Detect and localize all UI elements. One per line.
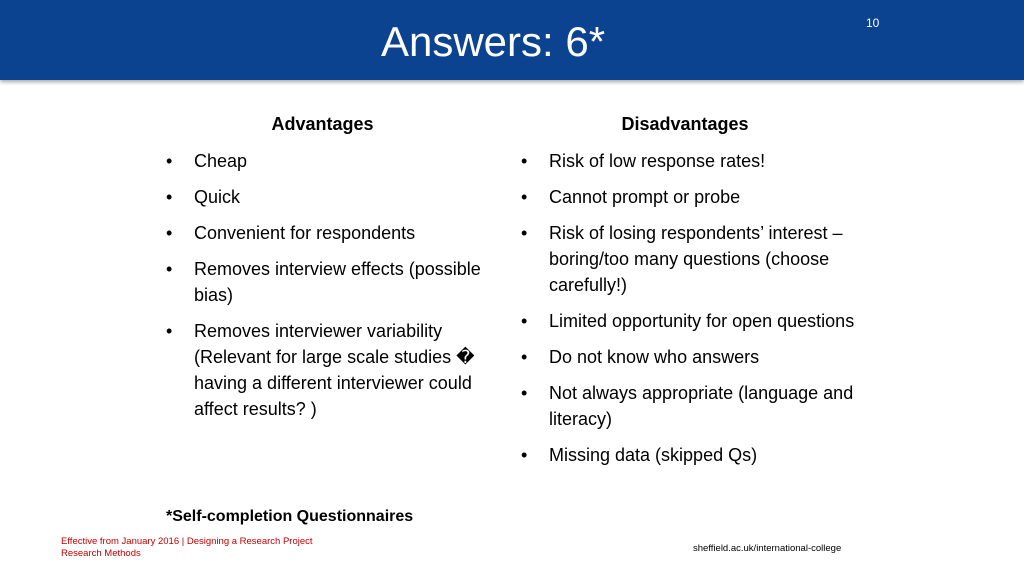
list-item: • Removes interview effects (possible bias): [160, 256, 490, 308]
list-item: • Missing data (skipped Qs): [515, 442, 860, 468]
footer-info: [61, 536, 313, 560]
slide-title: Answers: 6*: [380, 18, 606, 65]
list-item: • Do not know who answers: [515, 344, 860, 370]
title-bar: [0, 0, 1024, 80]
list-item: • Not always appropriate (language and literacy): [515, 380, 860, 432]
list-item: • Risk of low response rates!: [515, 148, 860, 174]
disadvantages-column: [515, 112, 860, 478]
list-item: • Cheap: [160, 148, 490, 174]
list-item: • Cannot prompt or probe: [515, 184, 860, 210]
list-item: • Limited opportunity for open questions: [515, 308, 860, 334]
page-number: 10: [866, 16, 880, 30]
footer-course-line: Effective from January 2016 | Designing a Research Project: [61, 536, 313, 547]
advantages-column: [160, 112, 490, 432]
list-item: • Removes interviewer variability (Relevant for large scale studies � having a different interviewer could affect results? ): [160, 318, 490, 422]
list-item: • Quick: [160, 184, 490, 210]
footer-url: sheffield.ac.uk/international-college: [693, 543, 842, 554]
footnote: *Self-completion Questionnaires: [166, 508, 414, 525]
advantages-list: [160, 148, 490, 422]
list-item: • Risk of losing respondents’ interest – boring/too many questions (choose carefully!): [515, 220, 860, 298]
footer-module-line: Research Methods: [61, 548, 141, 559]
advantages-heading: Advantages: [271, 114, 374, 134]
disadvantages-list: [515, 148, 860, 468]
list-item: • Convenient for respondents: [160, 220, 490, 246]
disadvantages-heading: Disadvantages: [621, 114, 749, 134]
